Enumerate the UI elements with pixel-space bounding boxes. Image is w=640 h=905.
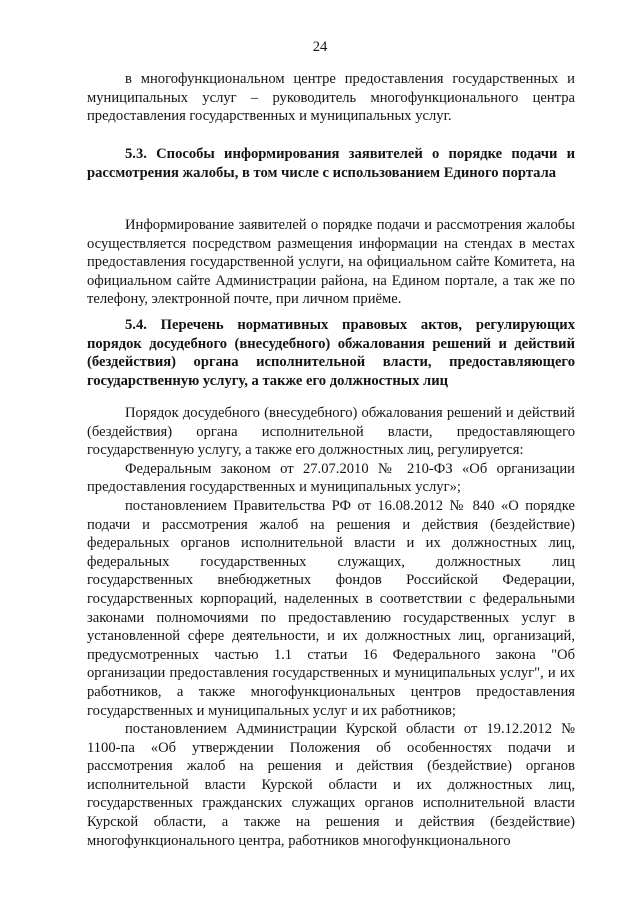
- section-5-4-paragraph-2: Федеральным законом от 27.07.2010 № 210-ФЗ «Об организации предоставления государственных и муниципальных услуг»;: [87, 460, 575, 496]
- section-5-4-body: [87, 404, 575, 850]
- intro-block: [87, 70, 575, 126]
- section-5-4-paragraph-4: постановлением Администрации Курской области от 19.12.2012 № 1100-па «Об утверждении Положения об особенностях подачи и рассмотрения жалоб на решения и действия (бездействие) органов исполнительной власти Курской области и их должностных лиц, государственных гражданских служащих органов исполнительной власти Курской области, а также на решения и действия (бездействие) многофункционального центра, работников многофункционального: [87, 721, 575, 849]
- section-5-4-heading: 5.4. Перечень нормативных правовых актов, регулирующих порядок досудебного (внесудебного) обжалования решений и действий (бездействия) органа исполнительной власти, предоставляющего государственную услугу, а также его должностных лиц: [87, 317, 575, 389]
- intro-paragraph: в многофункциональном центре предоставления государственных и муниципальных услуг – руководитель многофункционального центра предоставления государственных и муниципальных услуг.: [87, 71, 575, 125]
- section-5-3-body: [87, 216, 575, 309]
- section-5-4-heading-block: [87, 316, 575, 390]
- section-5-3-paragraph: Информирование заявителей о порядке подачи и рассмотрения жалобы осуществляется посредством размещения информации на стендах в местах предоставления государственной услуги, на официальном сайте Комитета, на официальном сайте Администрации района, на Едином портале, а так же по телефону, электронной почте, при личном приёме.: [87, 217, 575, 308]
- section-5-4-paragraph-3: постановлением Правительства РФ от 16.08.2012 № 840 «О порядке подачи и рассмотрения жалоб на решения и действия (бездействие) федеральных органов исполнительной власти и их должностных лиц, федеральных государственных служащих, должностных лиц государственных внебюджетных фондов Российской Федерации, государственных корпораций, наделенных в соответствии с федеральными законами полномочиями по предоставлению государственных услуг в установленной сфере деятельности, и их должностных лиц, организаций, предусмотренных частью 1.1 статьи 16 Федерального закона "Об организации предоставления государственных и муниципальных услуг", и их работников, а также многофункциональных центров предоставления государственных и муниципальных услуг и их работников;: [87, 497, 575, 719]
- section-5-4-paragraph-1: Порядок досудебного (внесудебного) обжалования решений и действий (бездействия) органа исполнительной власти, предоставляющего государственную услугу, а также его должностных лиц, регулируется:: [87, 405, 575, 459]
- section-5-3-heading-block: [87, 145, 575, 182]
- section-5-3-heading: 5.3. Способы информирования заявителей о порядке подачи и рассмотрения жалобы, в том числе с использованием Единого портала: [87, 146, 575, 181]
- page-number: 24: [312, 39, 328, 55]
